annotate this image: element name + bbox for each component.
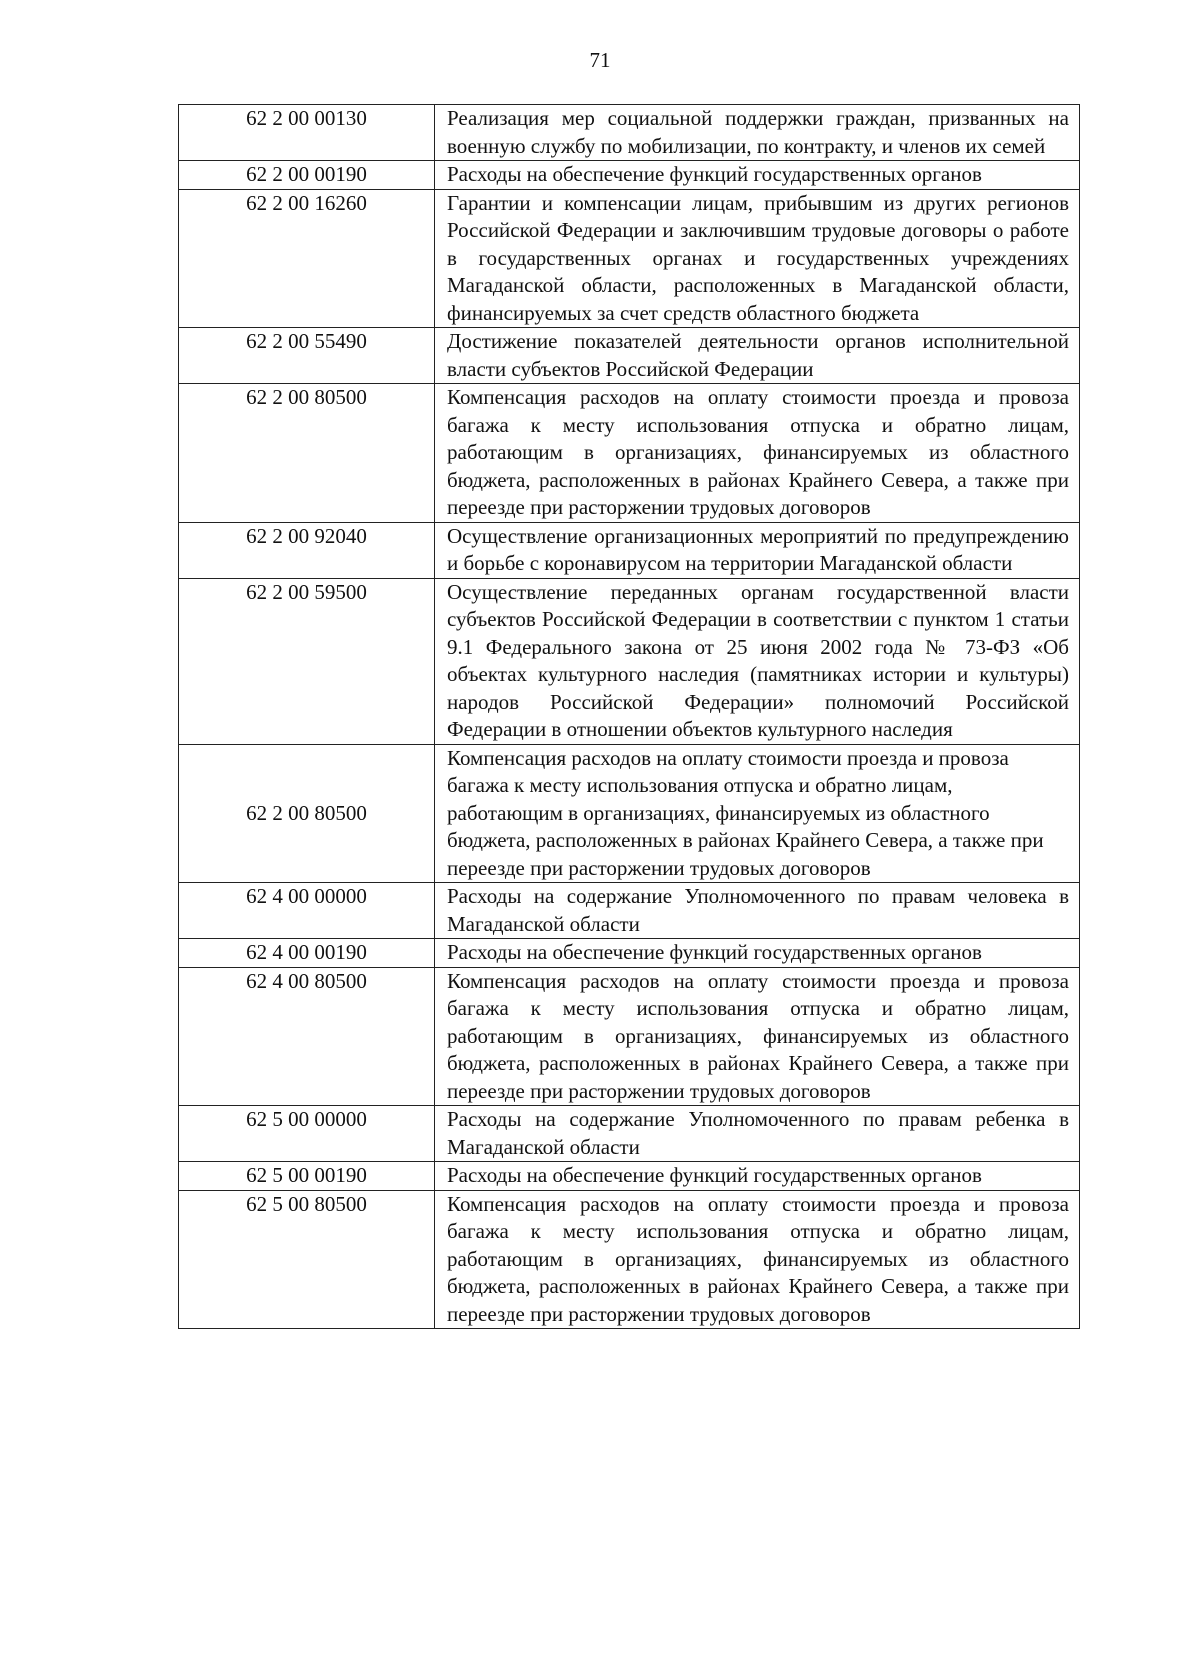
description-cell: Расходы на содержание Уполномоченного по правам человека в Магаданской области (435, 883, 1080, 939)
code-cell: 62 2 00 59500 (179, 578, 435, 744)
code-cell: 62 5 00 00000 (179, 1106, 435, 1162)
description-cell: Достижение показателей деятельности органов исполнительной власти субъектов Российской Федерации (435, 328, 1080, 384)
code-cell: 62 4 00 80500 (179, 967, 435, 1106)
description-cell: Компенсация расходов на оплату стоимости проезда и провоза багажа к месту использования отпуска и обратно лицам, работающим в организациях, финансируемых из областного бюджета, расположенных в районах Крайнего Севера, а также при переезде при расторжении трудовых договоров (435, 967, 1080, 1106)
code-cell: 62 5 00 00190 (179, 1162, 435, 1191)
description-cell: Компенсация расходов на оплату стоимости проезда и провоза багажа к месту использования отпуска и обратно лицам, работающим в организациях, финансируемых из областного бюджета, расположенных в районах Крайнего Севера, а также при переезде при расторжении трудовых договоров (435, 744, 1080, 883)
code-cell: 62 5 00 80500 (179, 1190, 435, 1329)
table-row (179, 161, 1080, 190)
code-cell: 62 2 00 55490 (179, 328, 435, 384)
description-cell: Осуществление организационных мероприятий по предупреждению и борьбе с коронавирусом на территории Магаданской области (435, 522, 1080, 578)
code-cell: 62 2 00 92040 (179, 522, 435, 578)
page-number: 71 (589, 48, 611, 72)
description-cell: Компенсация расходов на оплату стоимости проезда и провоза багажа к месту использования отпуска и обратно лицам, работающим в организациях, финансируемых из областного бюджета, расположенных в районах Крайнего Севера, а также при переезде при расторжении трудовых договоров (435, 1190, 1080, 1329)
table-row (179, 328, 1080, 384)
table-row (179, 522, 1080, 578)
table-body (179, 105, 1080, 1329)
table-row (179, 1190, 1080, 1329)
table-row (179, 384, 1080, 523)
code-cell: 62 2 00 00130 (179, 105, 435, 161)
table-row (179, 939, 1080, 968)
table-row (179, 883, 1080, 939)
description-cell: Расходы на содержание Уполномоченного по правам ребенка в Магаданской области (435, 1106, 1080, 1162)
table-row (179, 189, 1080, 328)
budget-classification-table (178, 104, 1080, 1329)
table-row (179, 578, 1080, 744)
table-row (179, 1162, 1080, 1191)
code-cell: 62 4 00 00000 (179, 883, 435, 939)
table-row (179, 105, 1080, 161)
code-cell: 62 2 00 80500 (179, 744, 435, 883)
code-cell: 62 4 00 00190 (179, 939, 435, 968)
table-row (179, 1106, 1080, 1162)
description-cell: Осуществление переданных органам государственной власти субъектов Российской Федерации в соответствии с пунктом 1 статьи 9.1 Федерального закона от 25 июня 2002 года № 73-ФЗ «Об объектах культурного наследия (памятниках истории и культуры) народов Российской Федерации» полномочий Российской Федерации в отношении объектов культурного наследия (435, 578, 1080, 744)
description-cell: Расходы на обеспечение функций государственных органов (435, 161, 1080, 190)
description-cell: Расходы на обеспечение функций государственных органов (435, 1162, 1080, 1191)
code-cell: 62 2 00 80500 (179, 384, 435, 523)
table-row (179, 744, 1080, 883)
code-cell: 62 2 00 16260 (179, 189, 435, 328)
description-cell: Компенсация расходов на оплату стоимости проезда и провоза багажа к месту использования отпуска и обратно лицам, работающим в организациях, финансируемых из областного бюджета, расположенных в районах Крайнего Севера, а также при переезде при расторжении трудовых договоров (435, 384, 1080, 523)
code-cell: 62 2 00 00190 (179, 161, 435, 190)
table-row (179, 967, 1080, 1106)
description-cell: Гарантии и компенсации лицам, прибывшим из других регионов Российской Федерации и заключившим трудовые договоры о работе в государственных органах и государственных учреждениях Магаданской области, расположенных в Магаданской области, финансируемых за счет средств областного бюджета (435, 189, 1080, 328)
description-cell: Расходы на обеспечение функций государственных органов (435, 939, 1080, 968)
description-cell: Реализация мер социальной поддержки граждан, призванных на военную службу по мобилизации, по контракту, и членов их семей (435, 105, 1080, 161)
